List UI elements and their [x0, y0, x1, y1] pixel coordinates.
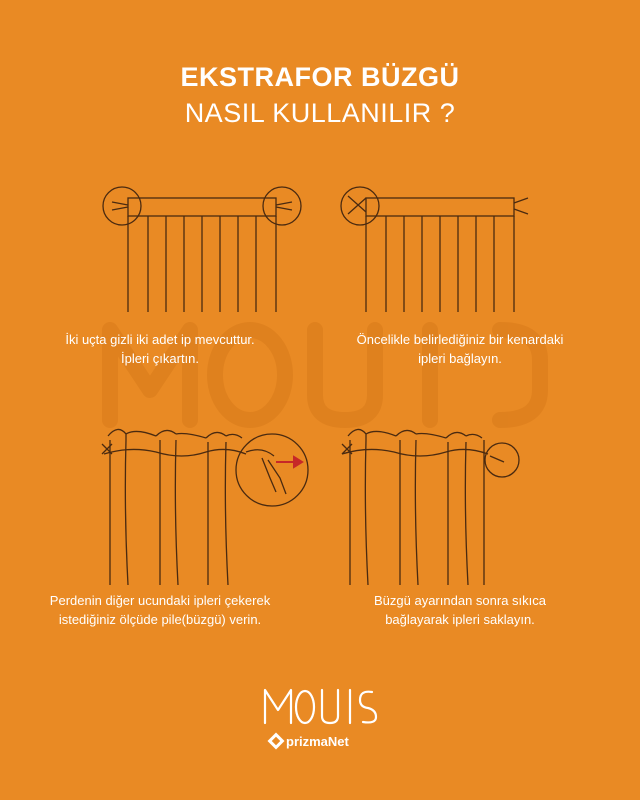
prizmanet-label: prizmaNet [286, 734, 349, 749]
step-2-line-1: Öncelikle belirlediğiniz bir kenardaki [356, 332, 564, 347]
pull-arrow-icon [276, 457, 302, 467]
page-title: EKSTRAFOR BÜZGÜ [180, 62, 460, 92]
step-4-caption [340, 591, 580, 629]
step-3-line-2: istediğiniz ölçüde pile(büzgü) verin. [58, 612, 262, 627]
page-subtitle: NASIL KULLANILIR ? [184, 98, 456, 128]
curtain-diagram [320, 0, 640, 600]
step-2-line-2: ipleri bağlayın. [418, 351, 502, 366]
step-4-line-1: Büzgü ayarından sonra sıkıca [374, 593, 546, 608]
step-1-line-1: İki uçta gizli iki adet ip mevcuttur. [65, 332, 255, 347]
step-4-line-2: bağlayarak ipleri saklayın. [385, 612, 535, 627]
curtain-diagram [0, 0, 320, 600]
step-3-caption [40, 591, 280, 629]
step-3-illustration [0, 0, 320, 600]
step-4-illustration [320, 0, 640, 600]
step-3-line-1: Perdenin diğer ucundaki ipleri çekerek [49, 593, 271, 608]
prizmanet-icon [268, 733, 285, 750]
mouds-logo [0, 678, 640, 758]
brand-logo [0, 678, 640, 758]
step-1-line-2: İpleri çıkartın. [120, 351, 200, 366]
